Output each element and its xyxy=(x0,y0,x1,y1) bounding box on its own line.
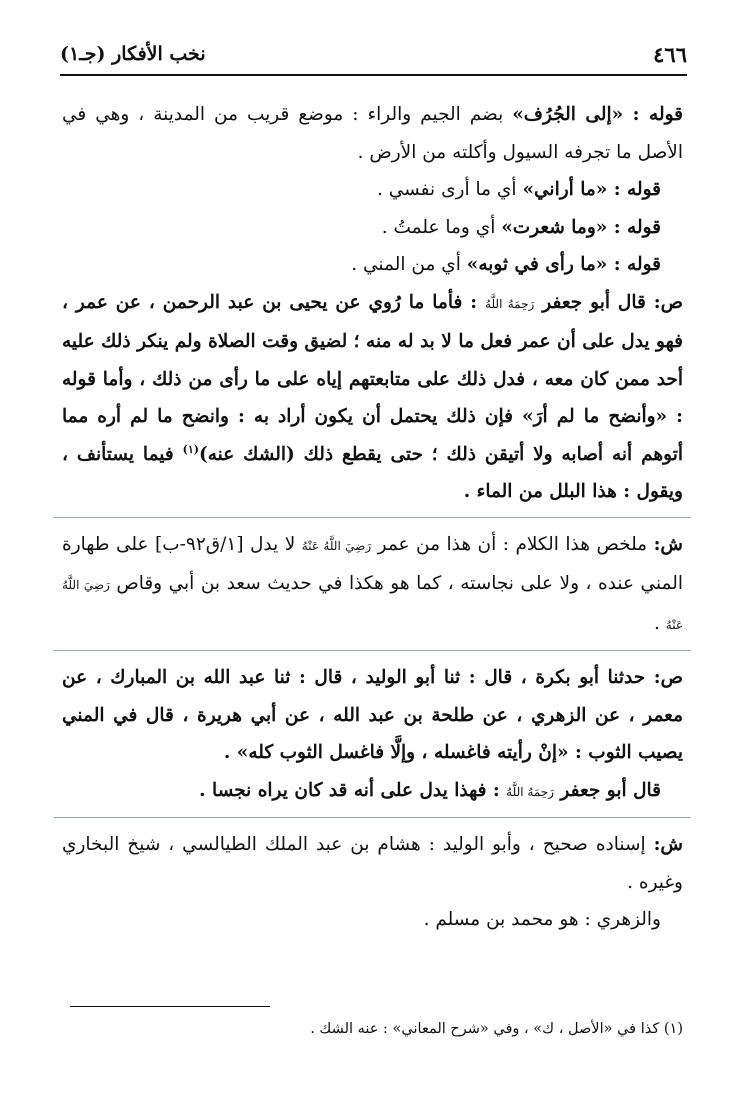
paragraph-text: لا يدل [١/ق٩٢-ب] على طهارة المني عنده ، ولا على نجاسته ، كما هو هكذا في حديث سعد بن أبي وقاص xyxy=(62,533,683,594)
paragraph-text: قال أبو جعفر xyxy=(553,779,661,801)
page-body xyxy=(62,96,683,939)
footnote: (١) كذا في «الأصل ، ك» ، وفي «شرح المعاني» : عنه الشك . xyxy=(310,1021,683,1037)
paragraph-thawbihi xyxy=(62,246,683,284)
paragraph-commentary-1 xyxy=(62,526,683,645)
footnote-ref[interactable]: (١) xyxy=(182,442,199,456)
sharh-marker: ش: xyxy=(653,834,683,855)
footnote-rule xyxy=(70,1006,270,1007)
paragraph-text: : فهذا يدل على أنه قد كان يراه نجسا . xyxy=(199,779,507,801)
honorific: رَحِمَهُ اللَّهُ xyxy=(506,784,554,799)
paragraph-text: ملخص هذا الكلام : أن هذا من عمر xyxy=(371,533,654,555)
book-title: نخب الأفكار (جـ١) xyxy=(60,43,206,65)
header-rule xyxy=(60,74,687,76)
quote-lead: قوله : «إلى الجُرُف» xyxy=(512,104,683,125)
honorific: رَضِيَ اللَّهُ عَنْهُ xyxy=(301,538,372,553)
quote-lead: قوله : «ما رأى في ثوبه» xyxy=(466,254,661,275)
paragraph-text: أي من المني . xyxy=(351,254,467,275)
paragraph-text: أي وما علمتُ . xyxy=(381,216,502,238)
paragraph-abu-jafar-1 xyxy=(62,284,683,511)
section-separator xyxy=(54,650,691,651)
paragraph-arani xyxy=(62,171,683,209)
page-header xyxy=(60,38,687,70)
honorific: رَحِمَهُ اللَّهُ xyxy=(485,296,535,311)
paragraph-text: فيما يستأنف ، ويقول : هذا البلل من الماء . xyxy=(62,443,683,502)
sharh-marker: ش: xyxy=(653,533,683,555)
paragraph-text: إسناده صحيح ، وأبو الوليد : هشام بن عبد الملك الطيالسي ، شيخ البخاري وغيره . xyxy=(62,834,683,893)
section-separator xyxy=(54,817,691,818)
honorific: رَضِيَ اللَّهُ عَنْهُ xyxy=(62,578,683,632)
quote-lead: قوله : «ما أراني» xyxy=(522,179,661,200)
paragraph-shaart xyxy=(62,209,683,247)
paragraph-text: : فأما ما رُوي عن يحيى بن عبد الرحمن ، عن عمر ، فهو يدل على أن عمر فعل ما لا بد له منه ؛ لضيق وقت الصلاة ولم ينكر ذلك عليه أحد ممن كان معه ، فدل ذلك على متابعتهم إياه على ما رأى من ذلك ، وأما قوله : «وأنضح ما لم أرَ» فإن ذلك يحتمل أن يكون أراد به : وانضح ما لم أره مما أتوهم أنه أصابه ولا أتيقن ذلك ؛ حتى يقطع ذلك (الشك عنه) xyxy=(62,291,683,465)
paragraph-abu-jafar-2 xyxy=(62,772,683,812)
paragraph-hadith xyxy=(62,659,683,772)
section-separator xyxy=(54,517,691,518)
paragraph-text: ص: قال أبو جعفر xyxy=(534,291,683,313)
paragraph-zuhri xyxy=(62,901,683,939)
paragraph-commentary-2 xyxy=(62,826,683,901)
paragraph-text: . xyxy=(654,612,666,634)
paragraph-text: والزهري : هو محمد بن مسلم . xyxy=(423,909,661,930)
paragraph-jurf xyxy=(62,96,683,171)
quote-lead: قوله : «وما شعرت» xyxy=(501,216,661,238)
paragraph-text: بضم الجيم والراء : موضع قريب من المدينة ، وهي في الأصل ما تجرفه السيول وأكلته من الأرض . xyxy=(62,104,683,163)
paragraph-text: أي ما أرى نفسي . xyxy=(377,179,523,200)
page-number: ٤٦٦ xyxy=(653,41,687,67)
paragraph-text: ص: حدثنا أبو بكرة ، قال : ثنا أبو الوليد ، قال : ثنا عبد الله بن المبارك ، عن معمر ، عن الزهري ، عن طلحة بن عبد الله ، عن أبي هريرة ، قال في المني يصيب الثوب : «إنْ رأيته فاغسله ، وإلَّا فاغسل الثوب كله» . xyxy=(62,667,683,763)
